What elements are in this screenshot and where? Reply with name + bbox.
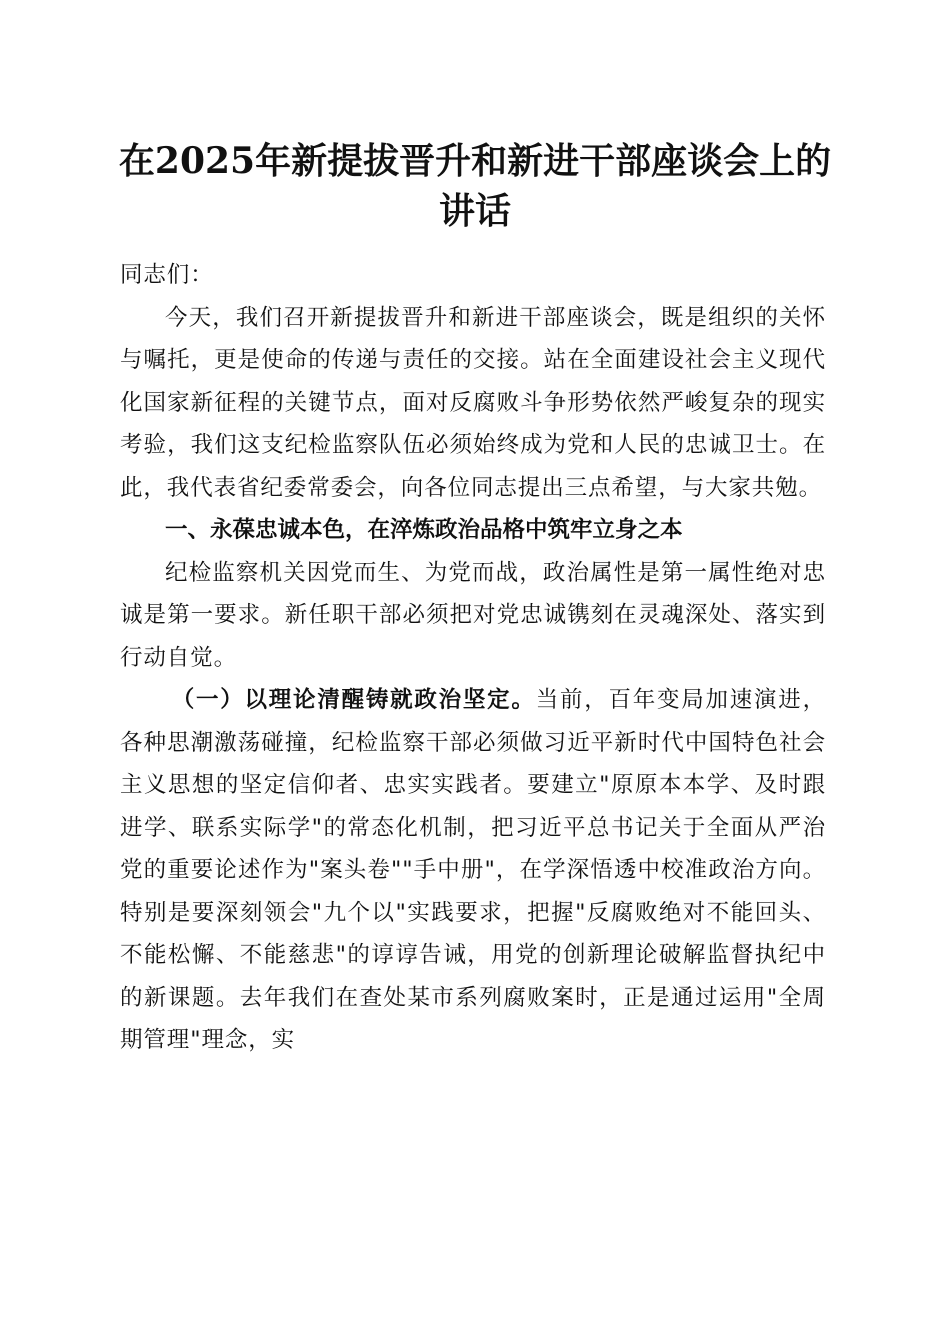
title-line-1: 在2025年新提拔晋升和新进干部座谈会上的	[118, 140, 832, 182]
document-title	[110, 136, 840, 236]
paragraph-subsection-1	[120, 679, 826, 1062]
subsection-1-text: 当前，百年变局加速演进，各种思潮激荡碰撞，纪检监察干部必须做习近平新时代中国特色社会主义思想的坚定信仰者、忠实实践者。要建立"原原本本学、及时跟进学、联系实际学"的常态化机制，把习近平总书记关于全面从严治党的重要论述作为"案头卷""手中册"，在学深悟透中校准政治方向。特别是要深刻领会"九个以"实践要求，把握"反腐败绝对不能回头、不能松懈、不能慈悲"的谆谆告诫，用党的创新理论破解监督执纪中的新课题。去年我们在查处某市系列腐败案时，正是通过运用"全周期管理"理念，实	[120, 687, 826, 1053]
salutation: 同志们：	[120, 262, 214, 288]
subsection-1-lead: （一）以理论清醒铸就政治坚定。	[171, 687, 536, 713]
document-body	[120, 254, 826, 1062]
section-heading-1: 一、永葆忠诚本色，在淬炼政治品格中筑牢立身之本	[165, 517, 683, 543]
paragraph-section-1: 纪检监察机关因党而生、为党而战，政治属性是第一属性绝对忠诚是第一要求。新任职干部必须把对党忠诚镌刻在灵魂深处、落实到行动自觉。	[120, 559, 826, 671]
title-line-2: 讲话	[438, 190, 511, 232]
paragraph-intro: 今天，我们召开新提拔晋升和新进干部座谈会，既是组织的关怀与嘱托，更是使命的传递与责任的交接。站在全面建设社会主义现代化国家新征程的关键节点，面对反腐败斗争形势依然严峻复杂的现实考验，我们这支纪检监察队伍必须始终成为党和人民的忠诚卫士。在此，我代表省纪委常委会，向各位同志提出三点希望，与大家共勉。	[120, 304, 826, 501]
